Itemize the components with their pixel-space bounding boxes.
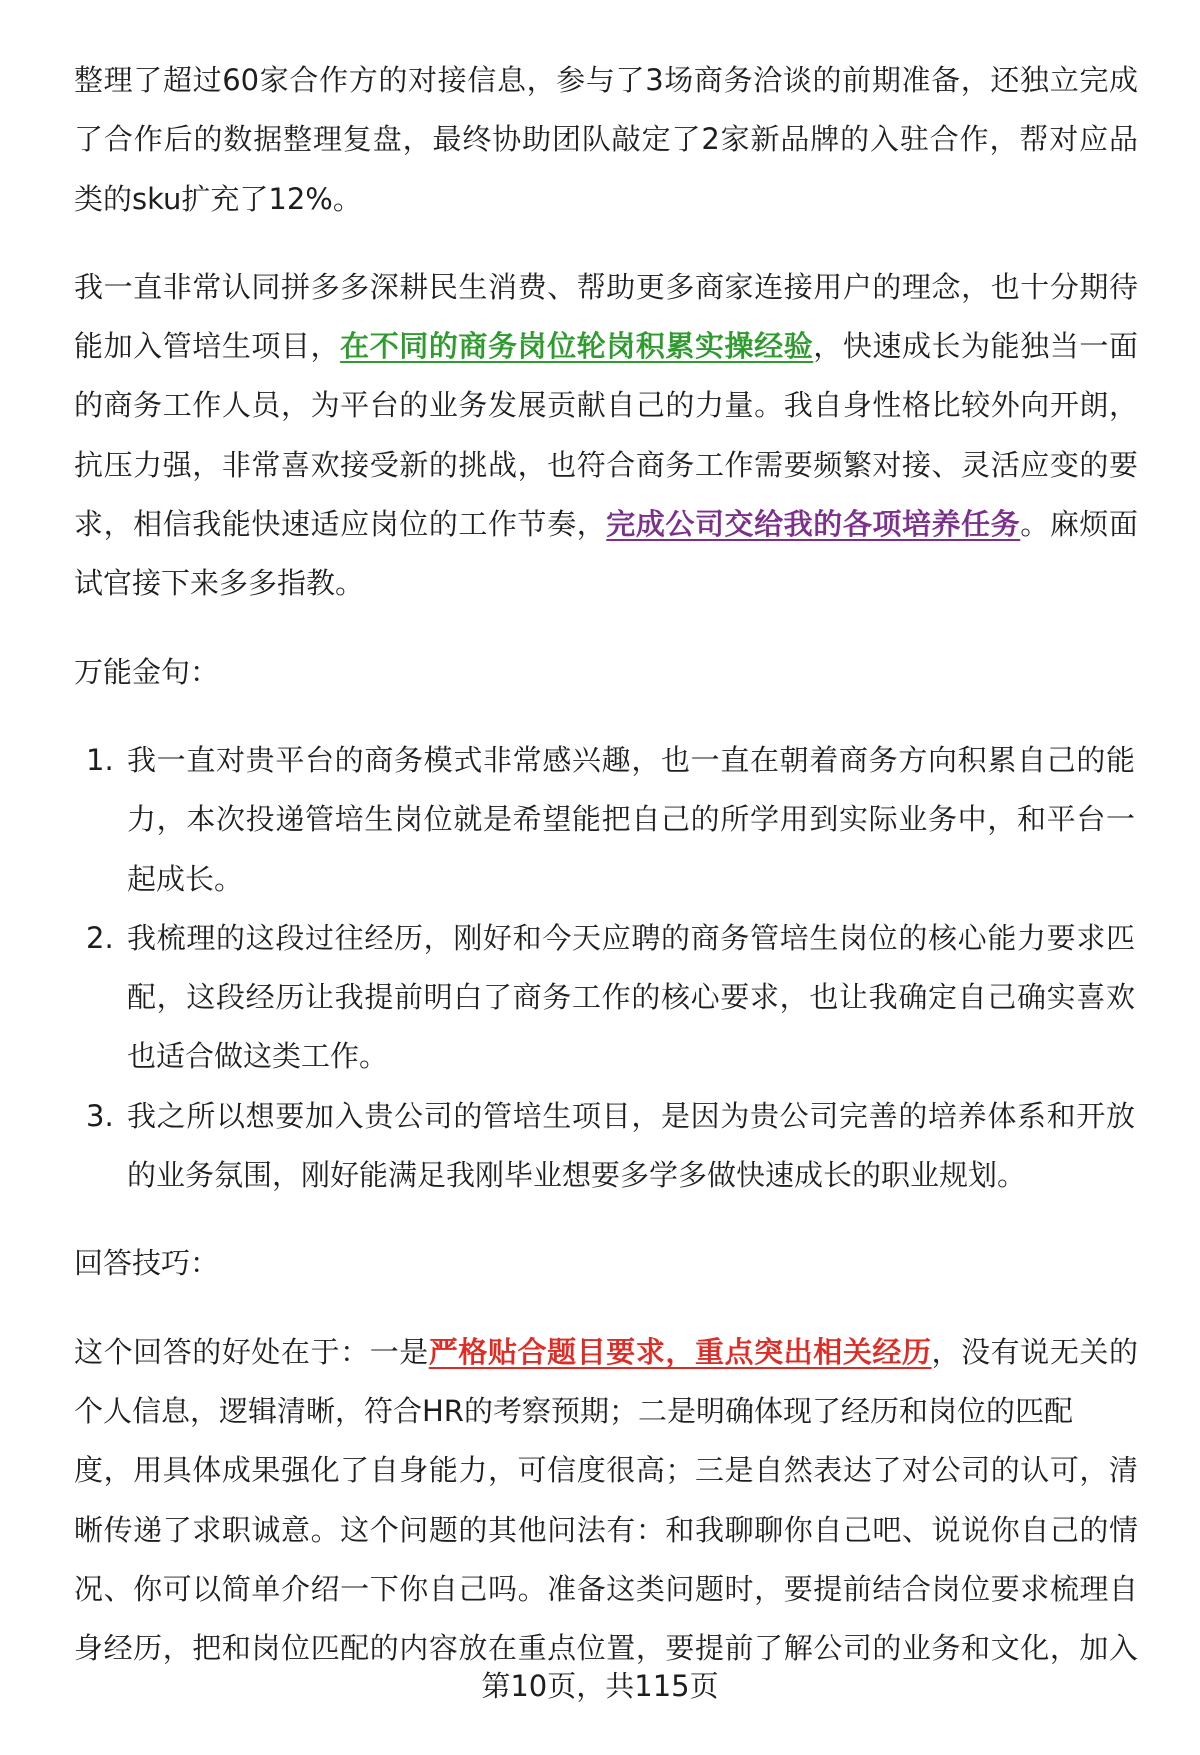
heading-text: 万能金句： [74, 654, 220, 689]
list-item-text [127, 909, 1135, 1087]
paragraph-experience [74, 51, 1138, 229]
paragraph-line: 况、你可以简单介绍一下你自己吗。准备这类问题时，要提前结合岗位要求梳理自 [74, 1571, 1138, 1606]
list-item [74, 1087, 1138, 1206]
list-marker: 2. [86, 920, 114, 955]
paragraph-line: 整理了超过60家合作方的对接信息，参与了3场商务洽谈的前期准备，还独立完成 [74, 63, 1138, 97]
highlight-green: 在不同的商务岗位轮岗积累实操经验 [340, 329, 814, 364]
highlight-red: 严格贴合题目要求，重点突出相关经历 [428, 1334, 932, 1369]
paragraph-line: 个人信息，逻辑清晰，符合HR的考察预期；二是明确体现了经历和岗位的匹配 [74, 1393, 1073, 1428]
paragraph-line [74, 317, 1138, 376]
list-item-text [127, 731, 1135, 909]
list-line: 也适合做这类工作。 [127, 1039, 389, 1074]
section-heading-answer-tips [74, 1234, 1138, 1293]
text-segment: 这个回答的好处在于：一是 [74, 1334, 429, 1369]
paragraph-line: 身经历，把和岗位匹配的内容放在重点位置，要提前了解公司的业务和文化，加入 [74, 1631, 1138, 1666]
list-line: 起成长。 [127, 861, 244, 896]
golden-sentences-list [74, 731, 1138, 1205]
text-segment: 求，相信我能快速适应岗位的工作节奏， [74, 507, 607, 542]
section-heading-golden-sentences [74, 643, 1138, 702]
paragraph-motivation [74, 258, 1138, 614]
text-segment: 。麻烦面 [1020, 507, 1138, 542]
paragraph-line: 类的sku扩充了12%。 [74, 181, 362, 216]
highlight-purple: 完成公司交给我的各项培养任务 [606, 507, 1021, 542]
list-line: 我之所以想要加入贵公司的管培生项目，是因为贵公司完善的培养体系和开放 [127, 1098, 1135, 1133]
paragraph-line [74, 1323, 1138, 1382]
paragraph-line [74, 495, 1138, 554]
list-line: 的业务氛围，刚好能满足我刚毕业想要多学多做快速成长的职业规划。 [127, 1158, 1027, 1193]
text-segment: ，快速成长为能独当一面 [813, 329, 1138, 364]
paragraph-line: 的商务工作人员，为平台的业务发展贡献自己的力量。我自身性格比较外向开朗， [74, 388, 1138, 423]
list-item-text [127, 1087, 1135, 1206]
heading-text: 回答技巧： [74, 1246, 220, 1281]
list-item [74, 909, 1138, 1087]
list-item [74, 731, 1138, 909]
text-segment: ，没有说无关的 [931, 1334, 1138, 1369]
paragraph-line: 度，用具体成果强化了自身能力，可信度很高；三是自然表达了对公司的认可，清 [74, 1453, 1138, 1488]
page-number-footer: 第10页，共115页 [481, 1669, 719, 1703]
paragraph-line: 我一直非常认同拼多多深耕民生消费、帮助更多商家连接用户的理念，也十分期待 [74, 269, 1138, 304]
paragraph-line: 晰传递了求职诚意。这个问题的其他问法有：和我聊聊你自己吧、说说你自己的情 [74, 1512, 1138, 1547]
paragraph-answer-tips [74, 1323, 1138, 1679]
list-line: 我一直对贵平台的商务模式非常感兴趣，也一直在朝着商务方向积累自己的能 [127, 742, 1135, 777]
list-line: 力，本次投递管培生岗位就是希望能把自己的所学用到实际业务中，和平台一 [127, 802, 1135, 837]
list-marker: 3. [86, 1098, 114, 1133]
paragraph-line: 试官接下来多多指教。 [74, 566, 365, 601]
text-segment: 能加入管培生项目， [74, 329, 341, 364]
document-content [74, 51, 1138, 1678]
list-line: 我梳理的这段过往经历，刚好和今天应聘的商务管培生岗位的核心能力要求匹 [127, 920, 1135, 955]
list-line: 配，这段经历让我提前明白了商务工作的核心要求，也让我确定自己确实喜欢 [127, 980, 1135, 1015]
paragraph-line: 抗压力强，非常喜欢接受新的挑战，也符合商务工作需要频繁对接、灵活应变的要 [74, 447, 1138, 482]
paragraph-line: 了合作后的数据整理复盘，最终协助团队敲定了2家新品牌的入驻合作，帮对应品 [74, 122, 1138, 157]
list-marker: 1. [86, 742, 114, 777]
